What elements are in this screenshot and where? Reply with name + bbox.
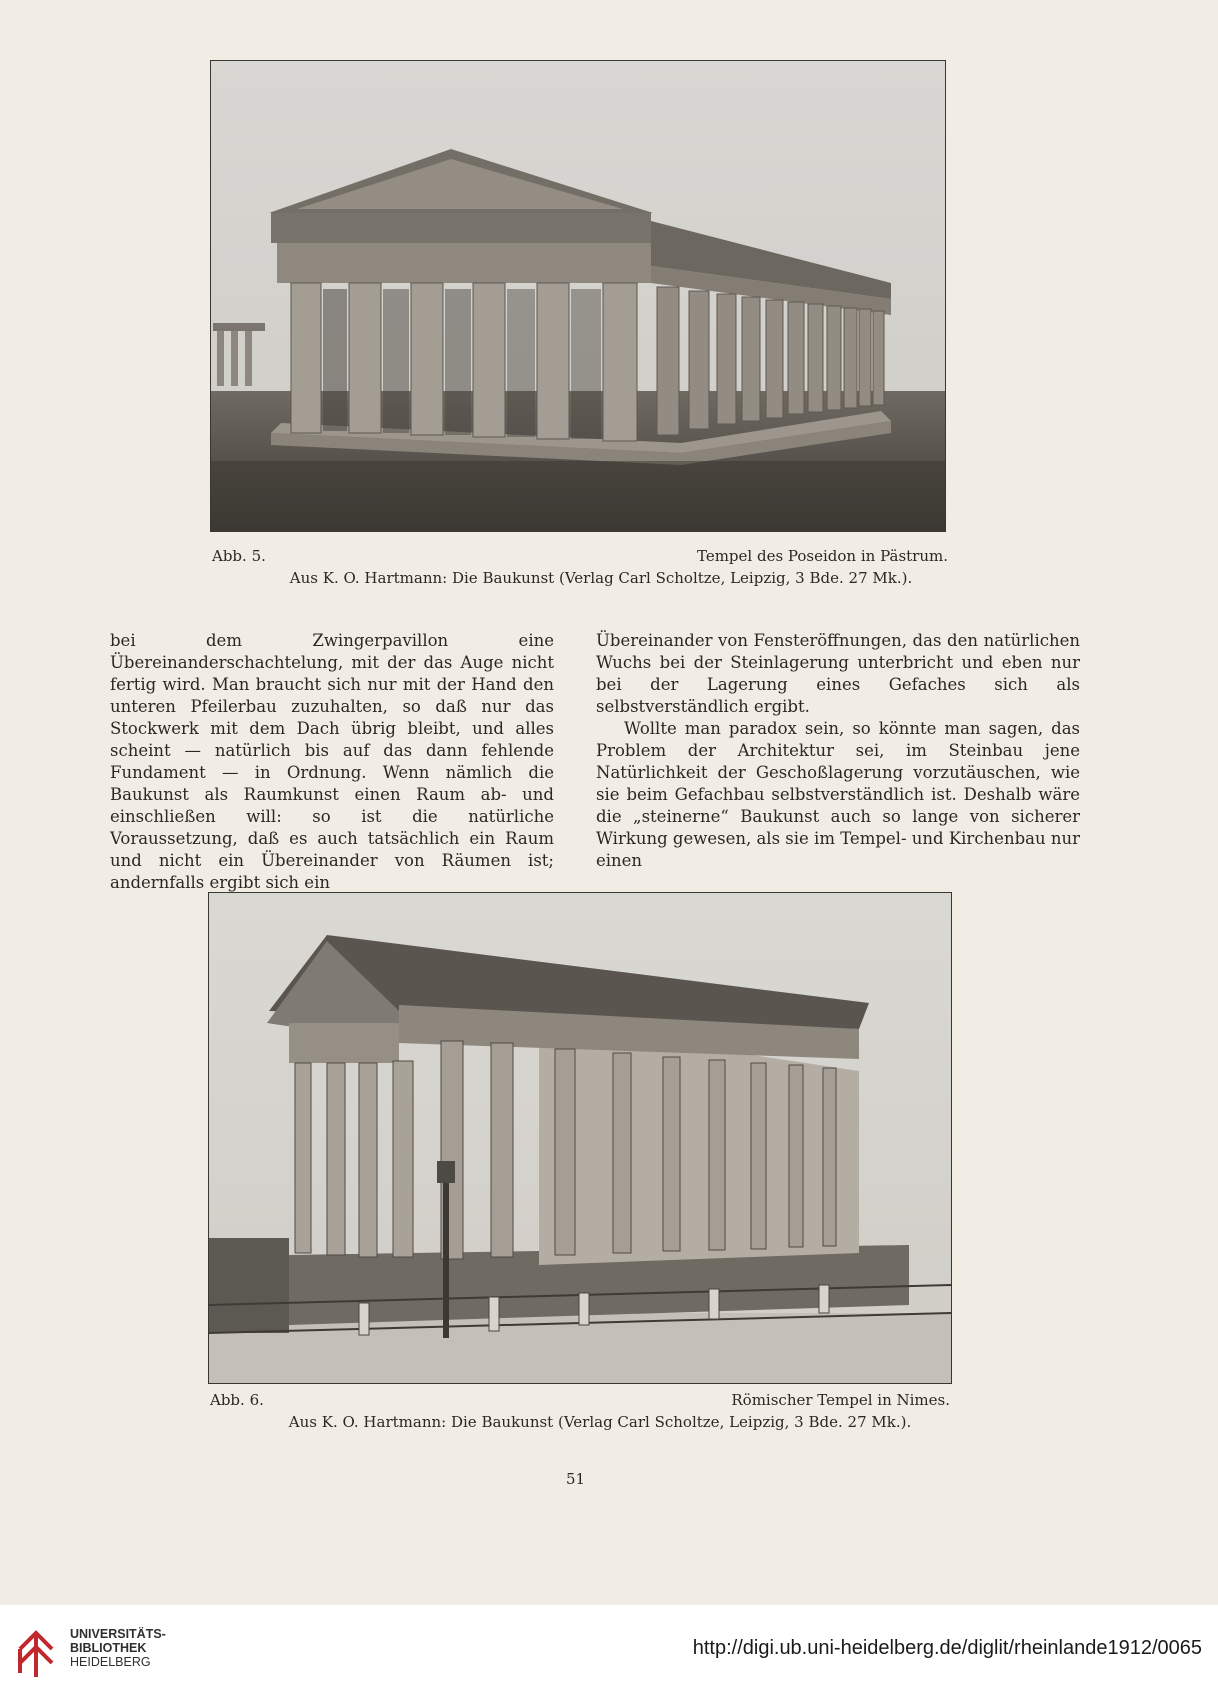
column	[295, 1063, 311, 1253]
figure2-source: Aus K. O. Hartmann: Die Baukunst (Verlag Carl Scholtze, Leipzig, 3 Bde. 27 Mk.).	[288, 1413, 912, 1431]
figure1-source: Aus K. O. Hartmann: Die Baukunst (Verlag Carl Scholtze, Leipzig, 3 Bde. 27 Mk.).	[289, 569, 913, 587]
library-logo-text	[70, 1627, 166, 1669]
logo-line-2: BIBLIOTHEK	[70, 1641, 147, 1655]
text-column-right	[596, 630, 1080, 872]
page-number: 51	[566, 1470, 586, 1488]
text-column-left	[110, 630, 554, 894]
figure-photo-poseidon-temple	[210, 60, 946, 532]
figure1-label: Abb. 5.	[212, 547, 266, 565]
right-column-paragraph-1: Übereinander von Fensteröffnungen, das den natürlichen Wuchs bei der Steinlagerung unterbricht und eben nur bei der Lagerung eines Gefaches sich als selbstverständlich ergibt.	[596, 631, 1080, 716]
column	[393, 1061, 413, 1257]
roman-temple-photo	[209, 893, 951, 1383]
footer-bar	[0, 1605, 1218, 1695]
column	[327, 1063, 345, 1255]
figure2-title: Römischer Tempel in Nimes.	[731, 1391, 950, 1409]
figure-photo-roman-temple	[208, 892, 952, 1384]
library-logo-icon	[14, 1619, 60, 1681]
column	[603, 283, 637, 441]
logo-line-3: HEIDELBERG	[70, 1655, 151, 1669]
figure1-title: Tempel des Poseidon in Pästrum.	[696, 547, 948, 565]
logo-line-1: UNIVERSITÄTS-	[70, 1627, 166, 1641]
column	[349, 283, 381, 433]
column	[359, 1063, 377, 1257]
greek-temple-photo	[211, 61, 945, 531]
left-column-paragraph: bei dem Zwingerpavillon eine Übereinanderschachtelung, mit der das Auge nicht fertig wird. Man braucht sich nur mit der Hand den unteren Pfeilerbau zuzuhalten, so daß nur das Stockwerk mit dem Dach übrig bleibt, und alles scheint — natürlich bis auf das dann fehlende Fundament — in Ordnung. Wenn nämlich die Baukunst als Raumkunst einen Raum ab- und einschließen will: so ist die natürliche Voraussetzung, daß es auch tatsächlich ein Raum und nicht ein Übereinander von Räumen ist; andernfalls ergibt sich ein	[110, 631, 554, 892]
figure2-label: Abb. 6.	[210, 1391, 264, 1409]
source-url-link[interactable]: http://digi.ub.uni-heidelberg.de/diglit/rheinlande1912/0065	[692, 1637, 1202, 1659]
right-column-paragraph-2: Wollte man paradox sein, so könnte man sagen, das Problem der Architektur sei, im Steinbau jene Natürlichkeit der Geschoßlagerung vorzutäuschen, wie sie beim Gefachbau selbstverständlich ist. Deshalb wäre die „steinerne“ Baukunst auch so lange von sicherer Wirkung gewesen, als sie im Tempel- und Kirchenbau nur einen	[596, 719, 1080, 870]
column	[411, 283, 443, 435]
column	[537, 283, 569, 439]
column	[473, 283, 505, 437]
column	[291, 283, 321, 433]
